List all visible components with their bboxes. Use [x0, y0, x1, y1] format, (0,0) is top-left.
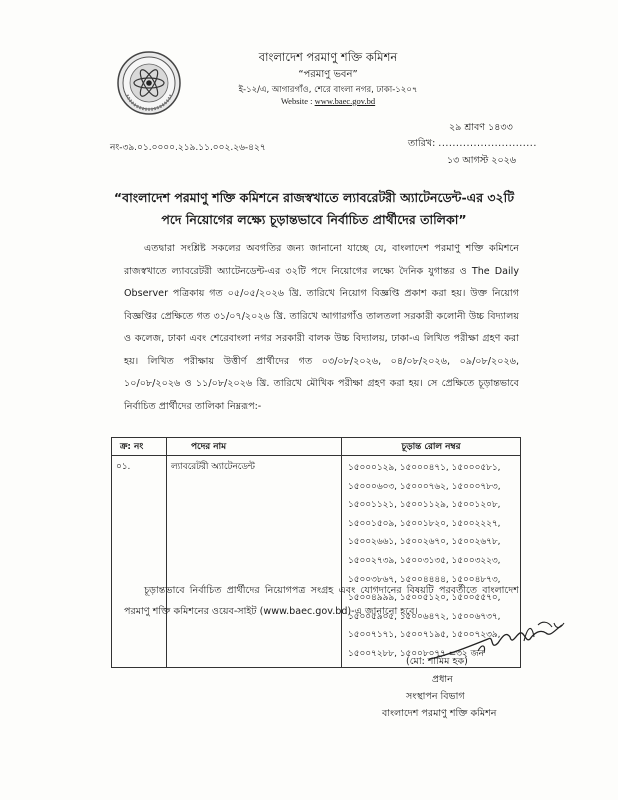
website-prefix: Website :	[280, 96, 315, 106]
col-header-rolls: চূড়ান্ত রোল নম্বর	[342, 438, 521, 456]
date-label-line	[408, 137, 537, 152]
bhaban-name: “পরমাণু ভবন”	[298, 69, 358, 80]
notice-title: “বাংলাদেশ পরমাণু শক্তি কমিশনে রাজস্বখাতে ল্যাবরেটরী অ্যাটেনডেন্ট-এর ৩২টি পদে নিয়োগের লক্ষ্যে চূড়ান্তভাবে নির্বাচিত প্রার্থীদের তালিকা”	[113, 190, 515, 227]
signatory-org: বাংলাদেশ পরমাণু শক্তি কমিশন	[382, 708, 497, 719]
signatory-role: প্রধান	[432, 674, 453, 685]
signatory-division: সংস্থাপন বিভাগ	[406, 691, 465, 702]
date-english: ১৩ আগস্ট ২০২৬	[447, 155, 517, 166]
date-dots: ............................	[438, 138, 537, 149]
org-address: ই-১২/এ, আগারগাঁও, শেরে বাংলা নগর, ঢাকা-১২০৭	[238, 85, 418, 95]
date-label: তারিখ:	[408, 138, 436, 149]
signatory-name: (মো: শামিম হক)	[406, 656, 468, 667]
org-name: বাংলাদেশ পরমাণু শক্তি কমিশন	[258, 50, 398, 64]
col-header-sl: ক্র: নং	[112, 438, 167, 456]
date-bengali: ২৯ শ্রাবণ ১৪৩৩	[449, 122, 513, 133]
notice-body: এতদ্বারা সংশ্লিষ্ট সকলের অবগতির জন্য জানানো যাচ্ছে যে, বাংলাদেশ পরমাণু শক্তি কমিশনে রাজস্বখাতে ল্যাবরেটরী অ্যাটেনডেন্ট-এর ৩২টি পদে নিয়োগের লক্ষ্যে দৈনিক যুগান্তর ও The Daily Observer পত্রিকায় গত ০৫/০৫/২০২৬ খ্রি. তারিখে নিয়োগ বিজ্ঞপ্তি প্রকাশ করা হয়। উক্ত নিয়োগ বিজ্ঞপ্তির প্রেক্ষিতে গত ৩১/০৭/২০২৬ খ্রি. তারিখে আগারগাঁও তালতলা সরকারী কলোনী উচ্চ বিদ্যালয় ও কলেজ, ঢাকা এবং শেরেবাংলা নগর সরকারী বালক উচ্চ বিদ্যালয়, ঢাকা-এ লিখিত পরীক্ষা গ্রহণ করা হয়। লিখিত পরীক্ষায় উত্তীর্ণ প্রার্থীদের গত ০৩/০৮/২০২৬, ০৪/০৮/২০২৬, ০৯/০৮/২০২৬, ১০/০৮/২০২৬ ও ১১/০৮/২০২৬ খ্রি. তারিখে মৌখিক পরীক্ষা গ্রহণ করা হয়। সে প্রেক্ষিতে চূড়ান্তভাবে নির্বাচিত প্রার্থীদের তালিকা নিম্নরূপ:-	[124, 243, 519, 412]
table-header-row	[112, 438, 521, 456]
website-line	[0, 96, 618, 106]
footer-paragraph: চূড়ান্তভাবে নির্বাচিত প্রার্থীদের নিয়োগপত্র সংগ্রহ এবং যোগদানের বিষয়টি পরবর্তীতে বাংলাদেশ পরমাণু শক্তি কমিশনের ওয়েব-সাইট (www.baec.gov.bd)-এ জানানো হবে।	[124, 585, 519, 617]
memo-number: নং-৩৯.০১.০০০০.২১৯.১১.০০২.২৬-৪২৭	[110, 143, 266, 153]
website-link[interactable]: www.baec.gov.bd	[314, 96, 376, 106]
col-header-post: পদের নাম	[167, 438, 342, 456]
cell-post: ল্যাবরেটরী অ্যাটেনডেন্ট	[167, 456, 342, 668]
cell-rolls: ১৫০০০১২৯, ১৫০০০৪৭১, ১৫০০০৫৮১, ১৫০০০৬০৩, ১৫০০০৭৬২, ১৫০০০৭৮৩, ১৫০০১১২১, ১৫০০১১২৯, ১৫০০১২০৮, ১৫০০১৫০৯, ১৫০০১৮২০, ১৫০০২২২৭, ১৫০০২৬৬১, ১৫০০২৬৭০, ১৫০০২৬৭৮, ১৫০০২৭৩৯, ১৫০০৩১৩৫, ১৫০০৩২২৩, ১৫০০৩৮৬৭, ১৫০০৪৪৪৪, ১৫০০৪৮৭৩, ১৫০০৪৯৯৯, ১৫০০৫১২০, ১৫০০৫৫৭০, ১৫০০৫৯০৫, ১৫০০৬৪৭২, ১৫০০৬৭৩৭, ১৫০০৭১৭১, ১৫০০৭১৯৫, ১৫০০৭২৩৯, ১৫০০৭২৮৮, ১৫০০৮০৭৭ =৩২ জন	[342, 456, 521, 668]
cell-sl: ০১.	[112, 456, 167, 668]
